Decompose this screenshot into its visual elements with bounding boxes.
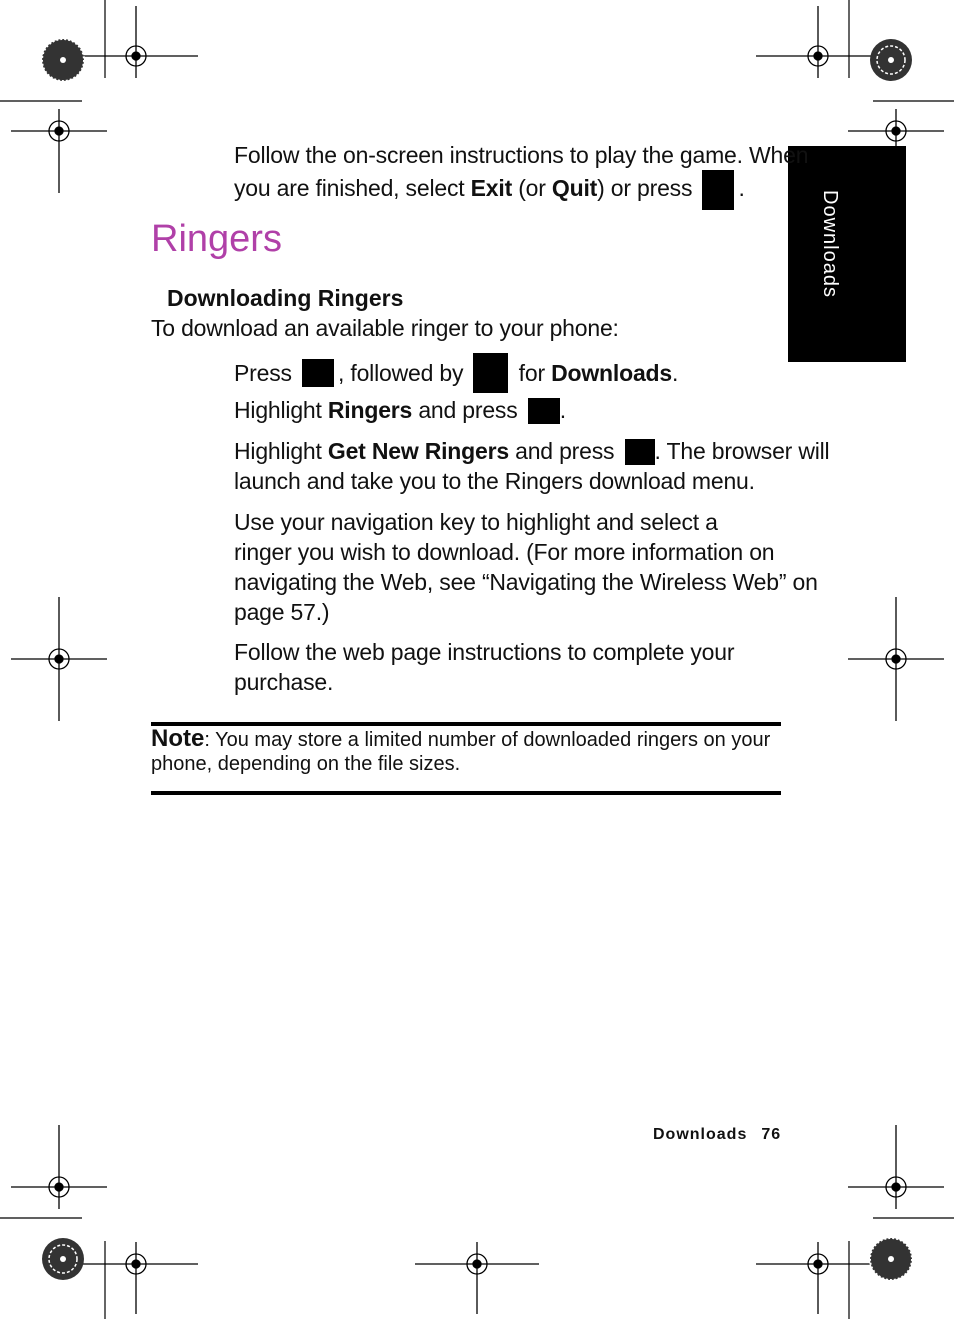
nav-key-icon: [473, 353, 508, 393]
step-4-line-4: page 57.): [234, 599, 330, 625]
step-3-line-2: launch and take you to the Ringers download menu.: [234, 468, 755, 494]
step-4: [234, 507, 818, 627]
side-tab-label: Downloads: [819, 190, 841, 298]
intro-paragraph: [234, 140, 808, 210]
step-2-end: .: [559, 397, 566, 423]
intro-or: (or: [512, 175, 552, 201]
step-3: [234, 436, 829, 496]
step-2-and-press: and press: [412, 397, 518, 423]
step-1-press: Press: [234, 360, 292, 386]
subsection-heading: Downloading Ringers: [167, 285, 404, 311]
exit-term: Exit: [470, 175, 513, 201]
step-5: [234, 637, 734, 697]
end-key-icon: [702, 170, 734, 210]
step-4-line-1: Use your navigation key to highlight and select a: [234, 509, 718, 535]
step-2-highlight: Highlight: [234, 397, 328, 423]
note-box: [151, 727, 781, 776]
step-4-line-2: ringer you wish to download. (For more information on: [234, 539, 775, 565]
page-number: 76: [761, 1126, 782, 1143]
section-title: Ringers: [151, 218, 282, 260]
note-top-rule: [151, 722, 781, 726]
note-label: Note: [151, 725, 205, 752]
menu-key-icon: [302, 359, 334, 387]
ok-key-icon: [528, 398, 560, 424]
page-footer: [653, 1126, 781, 1144]
step-1-followed: , followed by: [338, 360, 464, 386]
step-3-and-press: and press: [508, 438, 615, 464]
step-4-line-3: navigating the Web, see “Navigating the Wireless Web” on: [234, 569, 818, 595]
step-2: [234, 395, 566, 425]
note-text-1: : You may store a limited number of downloaded ringers on your: [204, 729, 771, 751]
note-bottom-rule: [151, 791, 781, 795]
ok-key-icon-2: [625, 439, 655, 465]
note-text-2: phone, depending on the file sizes.: [151, 753, 461, 775]
step-1-for: for: [518, 360, 545, 386]
step-3-after: . The browser will: [654, 438, 830, 464]
footer-section: Downloads: [653, 1126, 748, 1143]
lead-sentence: To download an available ringer to your phone:: [151, 315, 619, 341]
step-5-line-1: Follow the web page instructions to complete your: [234, 639, 735, 665]
intro-post: ) or press: [597, 175, 693, 201]
intro-line-1: Follow the on-screen instructions to play the game. When: [234, 142, 809, 168]
downloads-term: Downloads: [551, 360, 672, 386]
intro-line-2: you are finished, select: [234, 175, 471, 201]
step-1: [234, 353, 678, 393]
quit-term: Quit: [551, 175, 598, 201]
step-3-highlight: Highlight: [234, 438, 328, 464]
ringers-term: Ringers: [327, 397, 413, 423]
step-1-end: .: [671, 360, 679, 386]
get-new-ringers-term: Get New Ringers: [327, 438, 509, 464]
intro-end: .: [738, 175, 745, 201]
step-5-line-2: purchase.: [234, 669, 334, 695]
